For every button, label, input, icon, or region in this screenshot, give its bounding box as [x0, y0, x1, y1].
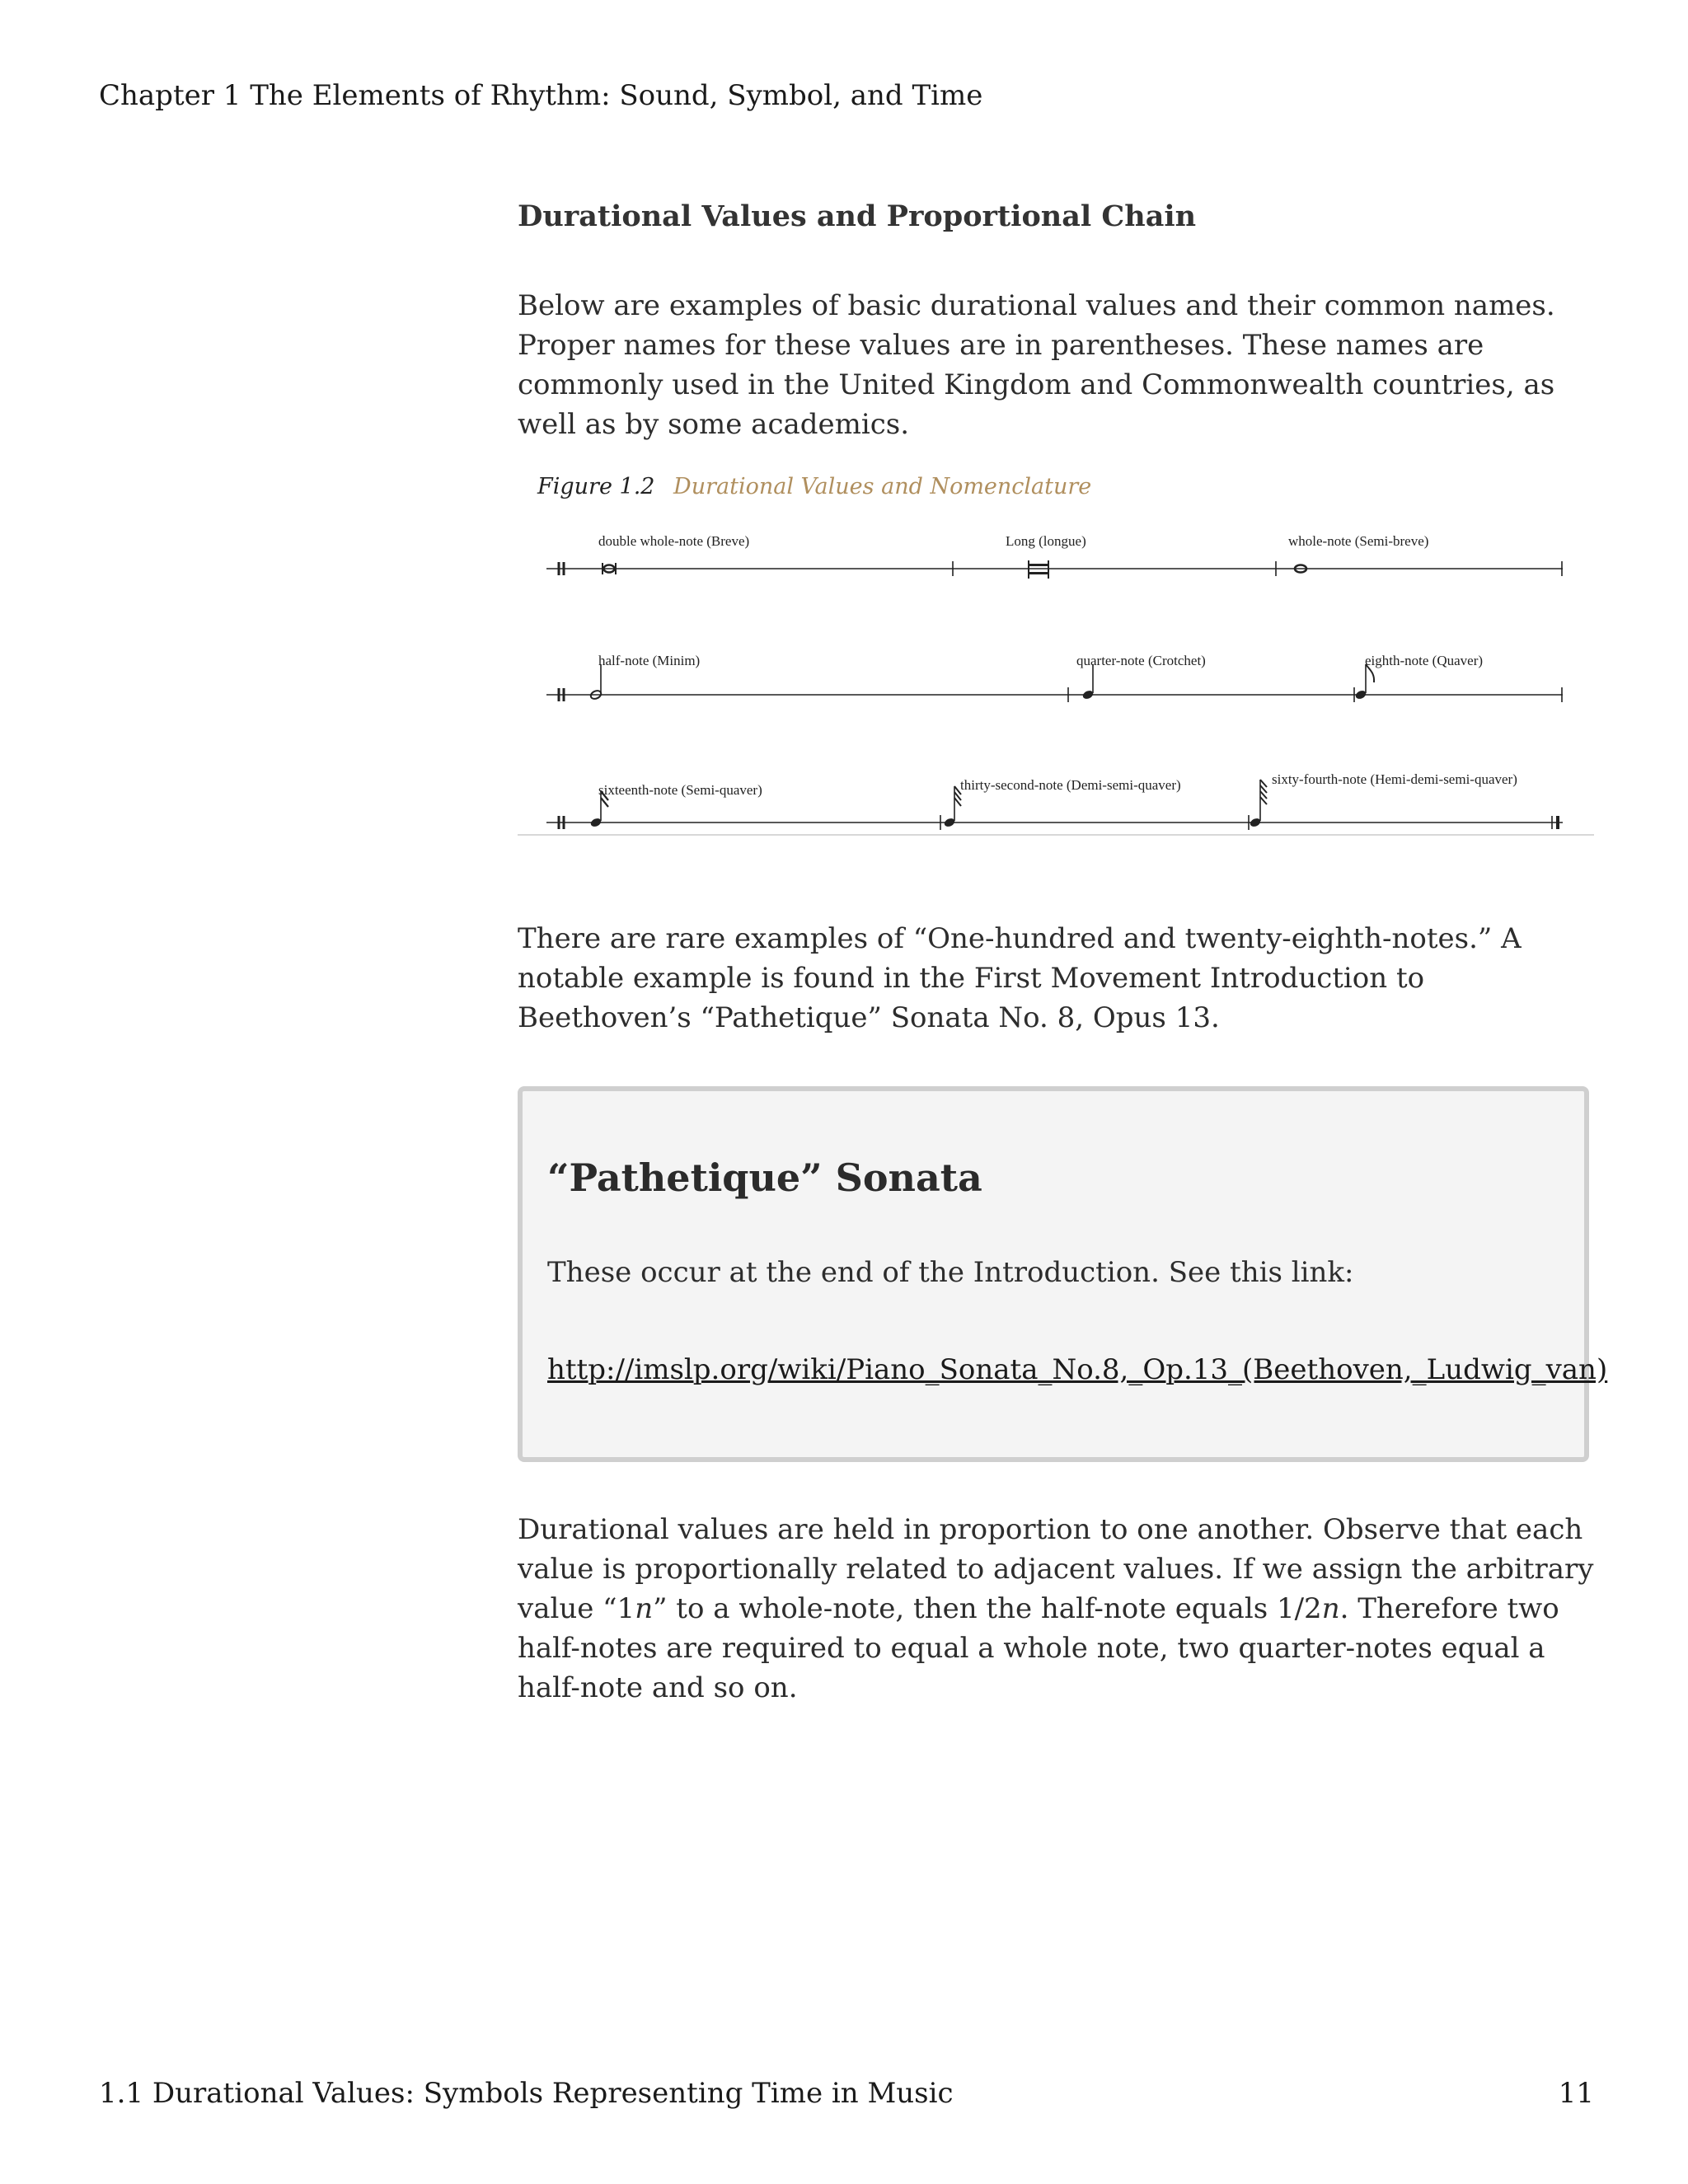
longa-note: [1029, 560, 1048, 579]
proportion-text-2: ” to a whole-note, then the half-note equals 1/2: [653, 1592, 1322, 1625]
figure-title: Durational Values and Nomenclature: [673, 474, 1092, 499]
note-label: Long (longue): [1006, 533, 1086, 549]
note-label: half-note (Minim): [598, 653, 701, 668]
figure-caption: [537, 474, 1091, 499]
note-label: double whole-note (Breve): [598, 533, 750, 549]
thirty-second-note: [943, 786, 961, 828]
proportion-text-3: . Therefore two half-notes are required to equal a whole note, two quarter-notes equal a half-note and so on.: [518, 1592, 1559, 1704]
section-title: Durational Values and Proportional Chain: [518, 199, 1197, 233]
note-label: sixteenth-note (Semi-quaver): [598, 782, 762, 798]
running-head: Chapter 1 The Elements of Rhythm: Sound, Symbol, and Time: [99, 79, 983, 112]
callout-box: [518, 1086, 1608, 1462]
imslp-link[interactable]: http://imslp.org/wiki/Piano_Sonata_No.8,_Op.13_(Beethoven,_Ludwig_van): [547, 1353, 1608, 1386]
note-label: eighth-note (Quaver): [1365, 653, 1484, 668]
page-number: 11: [1558, 2077, 1594, 2110]
callout-text: These occur at the end of the Introduction. See this link:: [547, 1256, 1354, 1289]
figure-label: Figure 1.2: [537, 474, 655, 499]
note-label: sixty-fourth-note (Hemi-demi-semi-quaver): [1272, 771, 1517, 787]
notation-row-2: [546, 664, 1563, 702]
variable-n: n: [1321, 1592, 1340, 1625]
notation-figure: [518, 527, 1594, 849]
notation-svg: [518, 527, 1594, 849]
callout-title: “Pathetique” Sonata: [547, 1155, 982, 1200]
proportion-paragraph: [518, 1510, 1594, 1708]
proportion-text-1: Durational values are held in proportion to one another. Observe that each value is proportionally related to adjacent values. If we assign the arbitrary value “1: [518, 1513, 1594, 1625]
notation-row-1: [546, 560, 1563, 579]
footer-section-title: 1.1 Durational Values: Symbols Representing Time in Music: [99, 2077, 954, 2110]
note-label: thirty-second-note (Demi-semi-quaver): [960, 777, 1181, 793]
note-label: whole-note (Semi-breve): [1288, 533, 1429, 549]
note-label: quarter-note (Crotchet): [1076, 653, 1206, 668]
variable-n: n: [635, 1592, 654, 1625]
intro-paragraph: Below are examples of basic durational values and their common names. Proper names for these values are in parentheses. These names are commonly used in the United Kingdom and Commonwealth countries, as well as by some academics.: [518, 289, 1555, 441]
sixty-fourth-note: [1249, 780, 1267, 828]
quarter-note: [1081, 664, 1095, 701]
rare-notes-paragraph: There are rare examples of “One-hundred and twenty-eighth-notes.” A notable example is found in the First Movement Introduction to Beethoven’s “Pathetique” Sonata No. 8, Opus 13.: [518, 922, 1522, 1034]
